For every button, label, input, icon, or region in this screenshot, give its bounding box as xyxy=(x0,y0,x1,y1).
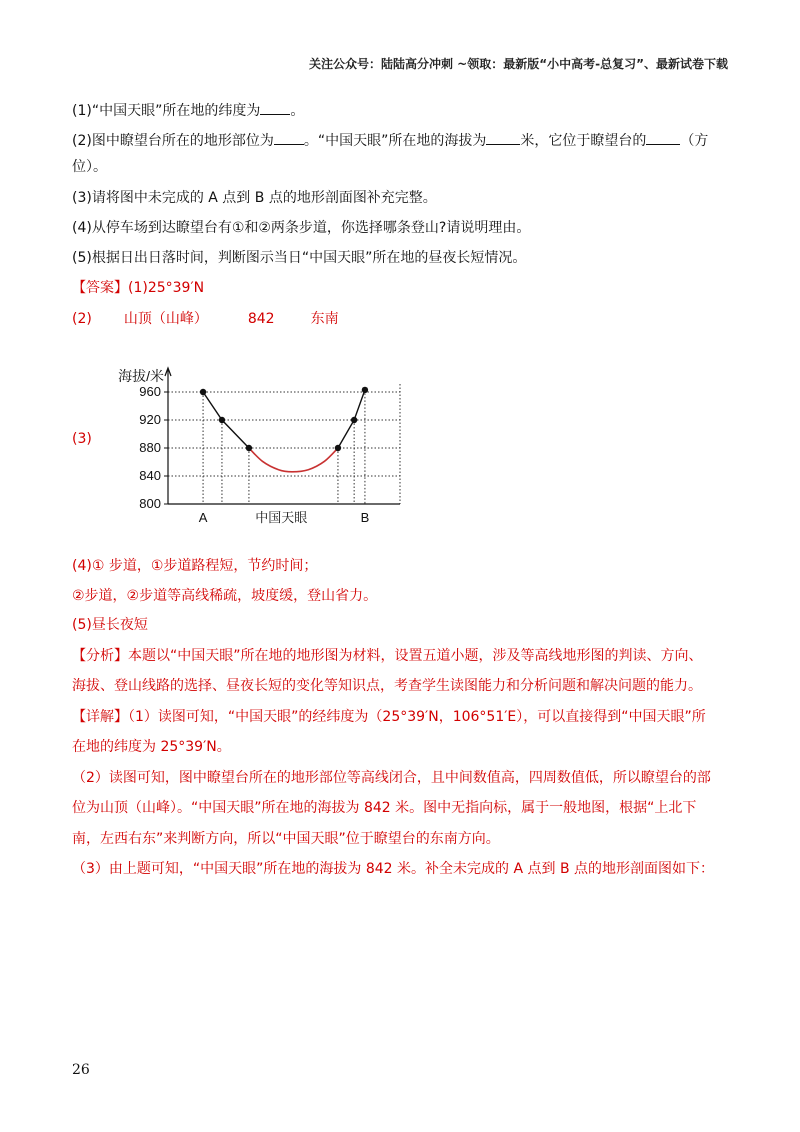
y-tick-label: 920 xyxy=(139,412,161,427)
question-1-text: (1)“中国天眼”所在地的纬度为 xyxy=(72,103,261,119)
answer-1 xyxy=(72,278,204,298)
y-axis-label: 海拔/米 xyxy=(118,368,164,384)
answer-5: (5)昼长夜短 xyxy=(72,617,148,633)
profile-point xyxy=(219,417,225,423)
answer-1-text: (1)25°39′N xyxy=(128,280,205,296)
question-2 xyxy=(72,129,708,151)
question-2-continued: 位）。 xyxy=(72,159,107,175)
y-tick-label: 880 xyxy=(139,440,161,455)
answer-4-line-1: (4)① 步道，①步道路程短，节约时间； xyxy=(72,558,318,574)
answer-2-part-2: 842 xyxy=(247,311,275,327)
profile-point xyxy=(351,417,357,423)
chart-grid xyxy=(168,384,400,504)
question-2-text-d: （方 xyxy=(680,133,709,149)
question-1 xyxy=(72,99,304,121)
question-4: (4)从停车场到达瞭望台有①和②两条步道，你选择哪条登山?请说明理由。 xyxy=(72,220,531,236)
detail-1-line-1: 【详解】（1）读图可知，“中国天眼”的经纬度为（25°39′N，106°51′E），可以直接得到“中国天眼”所 xyxy=(72,709,706,725)
x-tick-label: A xyxy=(198,510,208,525)
answer-2-part-3: 东南 xyxy=(310,311,339,327)
x-tick-label: B xyxy=(360,510,370,525)
profile-point xyxy=(335,445,341,451)
detail-3-line-1: （3）由上题可知，“中国天眼”所在地的海拔为 842 米。补全未完成的 A 点到 B 点的地形剖面图如下： xyxy=(72,861,715,877)
profile-point xyxy=(246,445,252,451)
y-tick-label: 800 xyxy=(139,496,161,511)
detail-2-line-3: 南，左西右东”来判断方向，所以“中国天眼”位于瞭望台的东南方向。 xyxy=(72,831,500,847)
question-3: (3)请将图中未完成的 A 点到 B 点的地形剖面图补充完整。 xyxy=(72,190,437,206)
answer-2-part-1: 山顶（山峰） xyxy=(123,311,208,327)
profile-point xyxy=(200,389,206,395)
answer-blank xyxy=(486,129,520,145)
profile-point xyxy=(362,387,368,393)
completed-profile-curve xyxy=(249,448,338,472)
answer-2-number: (2) xyxy=(72,311,92,327)
question-5: (5)根据日出日落时间，判断图示当日“中国天眼”所在地的昼夜长短情况。 xyxy=(72,250,527,266)
answer-blank xyxy=(646,129,680,145)
detail-1-line-2: 在地的纬度为 25°39′N。 xyxy=(72,739,231,755)
answer-blank xyxy=(260,99,290,115)
question-2-text-c: 米，它位于瞭望台的 xyxy=(520,133,647,149)
page-number: 26 xyxy=(72,1062,90,1078)
answer-blank xyxy=(274,129,304,145)
question-2-text-b: 。“中国天眼”所在地的海拔为 xyxy=(303,133,487,149)
x-tick-label: 中国天眼 xyxy=(255,510,308,525)
answer-3-number: (3) xyxy=(72,431,92,447)
page-header: 关注公众号：陆陆高分冲刺 ~领取：最新版“小中高考-总复习”、最新试卷下载 xyxy=(309,57,728,71)
chart-labels xyxy=(118,368,369,525)
answer-4-line-2: ②步道，②步道等高线稀疏，坡度缓，登山省力。 xyxy=(72,588,378,604)
y-tick-label: 840 xyxy=(139,468,161,483)
answer-2 xyxy=(72,309,339,329)
answer-label: 【答案】 xyxy=(72,280,128,296)
detail-2-line-1: （2）读图可知，图中瞭望台所在的地形部位等高线闭合，且中间数值高，四周数值低，所以瞭望台的部 xyxy=(72,770,711,786)
question-2-text-a: (2)图中瞭望台所在的地形部位为 xyxy=(72,133,274,149)
detail-2-line-2: 位为山顶（山峰）。“中国天眼”所在地的海拔为 842 米。图中无指向标，属于一般地图，根据“上北下 xyxy=(72,800,697,816)
chart-series xyxy=(200,387,368,472)
question-1-end: 。 xyxy=(290,103,305,119)
analysis-line-1: 【分析】本题以“中国天眼”所在地的地形图为材料，设置五道小题，涉及等高线地形图的判读、方向、 xyxy=(72,648,703,664)
y-tick-label: 960 xyxy=(139,384,161,399)
analysis-line-2: 海拔、登山线路的选择、昼夜长短的变化等知识点，考查学生读图能力和分析问题和解决问题的能力。 xyxy=(72,678,702,694)
terrain-profile-chart xyxy=(110,362,410,528)
